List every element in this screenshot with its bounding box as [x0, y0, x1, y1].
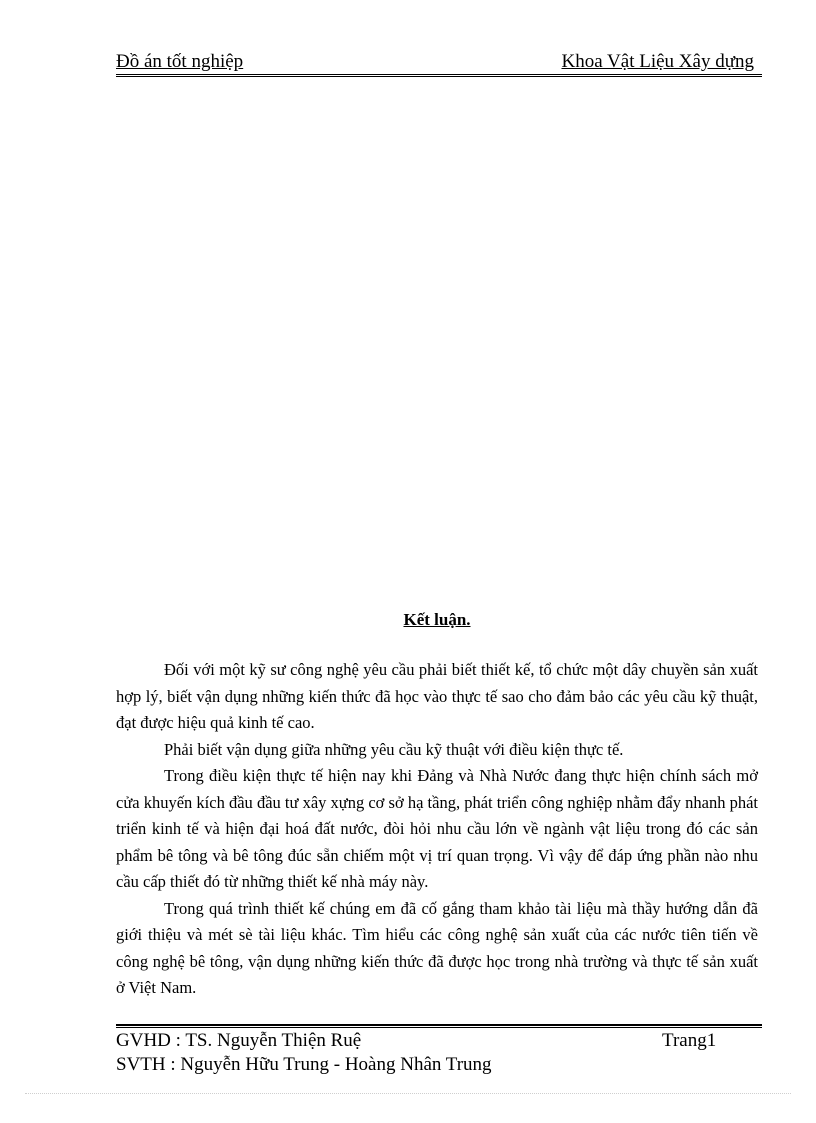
conclusion-body: [116, 657, 758, 1002]
footer-supervisor: GVHD : TS. Nguyễn Thiện Ruệ: [116, 1030, 362, 1051]
page-edge-divider: [25, 1093, 791, 1094]
paragraph: Trong quá trình thiết kế chúng em đã cố gắng tham khảo tài liệu mà thầy hướng dẫn đã giới thiệu và mét sè tài liệu khác. Tìm hiểu các công nghệ sản xuất của các nước tiên tiến về công nghệ bê tông, vận dụng những kiến thức đã được học trong nhà trường và thực tế sản xuất ở Việt Nam.: [116, 898, 758, 997]
page-number: Trang1: [662, 1030, 717, 1051]
footer-rule: [116, 1024, 762, 1028]
header-faculty: Khoa Vật Liệu Xây dựng: [561, 51, 754, 72]
section-title: Kết luận.: [403, 610, 471, 629]
paragraph: Trong điều kiện thực tế hiện nay khi Đảng và Nhà Nước đang thực hiện chính sách mở cửa khuyến kích đầu đầu tư xây xựng cơ sở hạ tầng, phát triển công nghiệp nhằm đẩy nhanh phát triển kinh tế và hiện đại hoá đất nước, đòi hỏi nhu cầu lớn về ngành vật liệu trong đó các sản phẩm bê tông và bê tông đúc sẵn chiếm một vị trí quan trọng. Vì vậy để đáp ứng phần nào nhu cầu cấp thiết đó từ những thiết kế nhà máy này.: [116, 766, 758, 891]
header-rule: [116, 74, 762, 77]
footer-students: SVTH : Nguyễn Hữu Trung - Hoàng Nhân Trung: [116, 1054, 492, 1075]
paragraph: Phải biết vận dụng giữa những yêu cầu kỹ thuật với điều kiện thực tế.: [164, 739, 624, 759]
page-header: [116, 50, 762, 74]
header-document-type: Đồ án tốt nghiệp: [116, 51, 244, 72]
page-footer: [116, 1029, 762, 1077]
paragraph: Đối với một kỹ sư công nghệ yêu cầu phải biết thiết kế, tổ chức một dây chuyền sản xuất hợp lý, biết vận dụng những kiến thức đã học vào thực tế sao cho đảm bảo các yêu cầu kỹ thuật, đạt được hiệu quả kinh tế cao.: [116, 660, 758, 732]
